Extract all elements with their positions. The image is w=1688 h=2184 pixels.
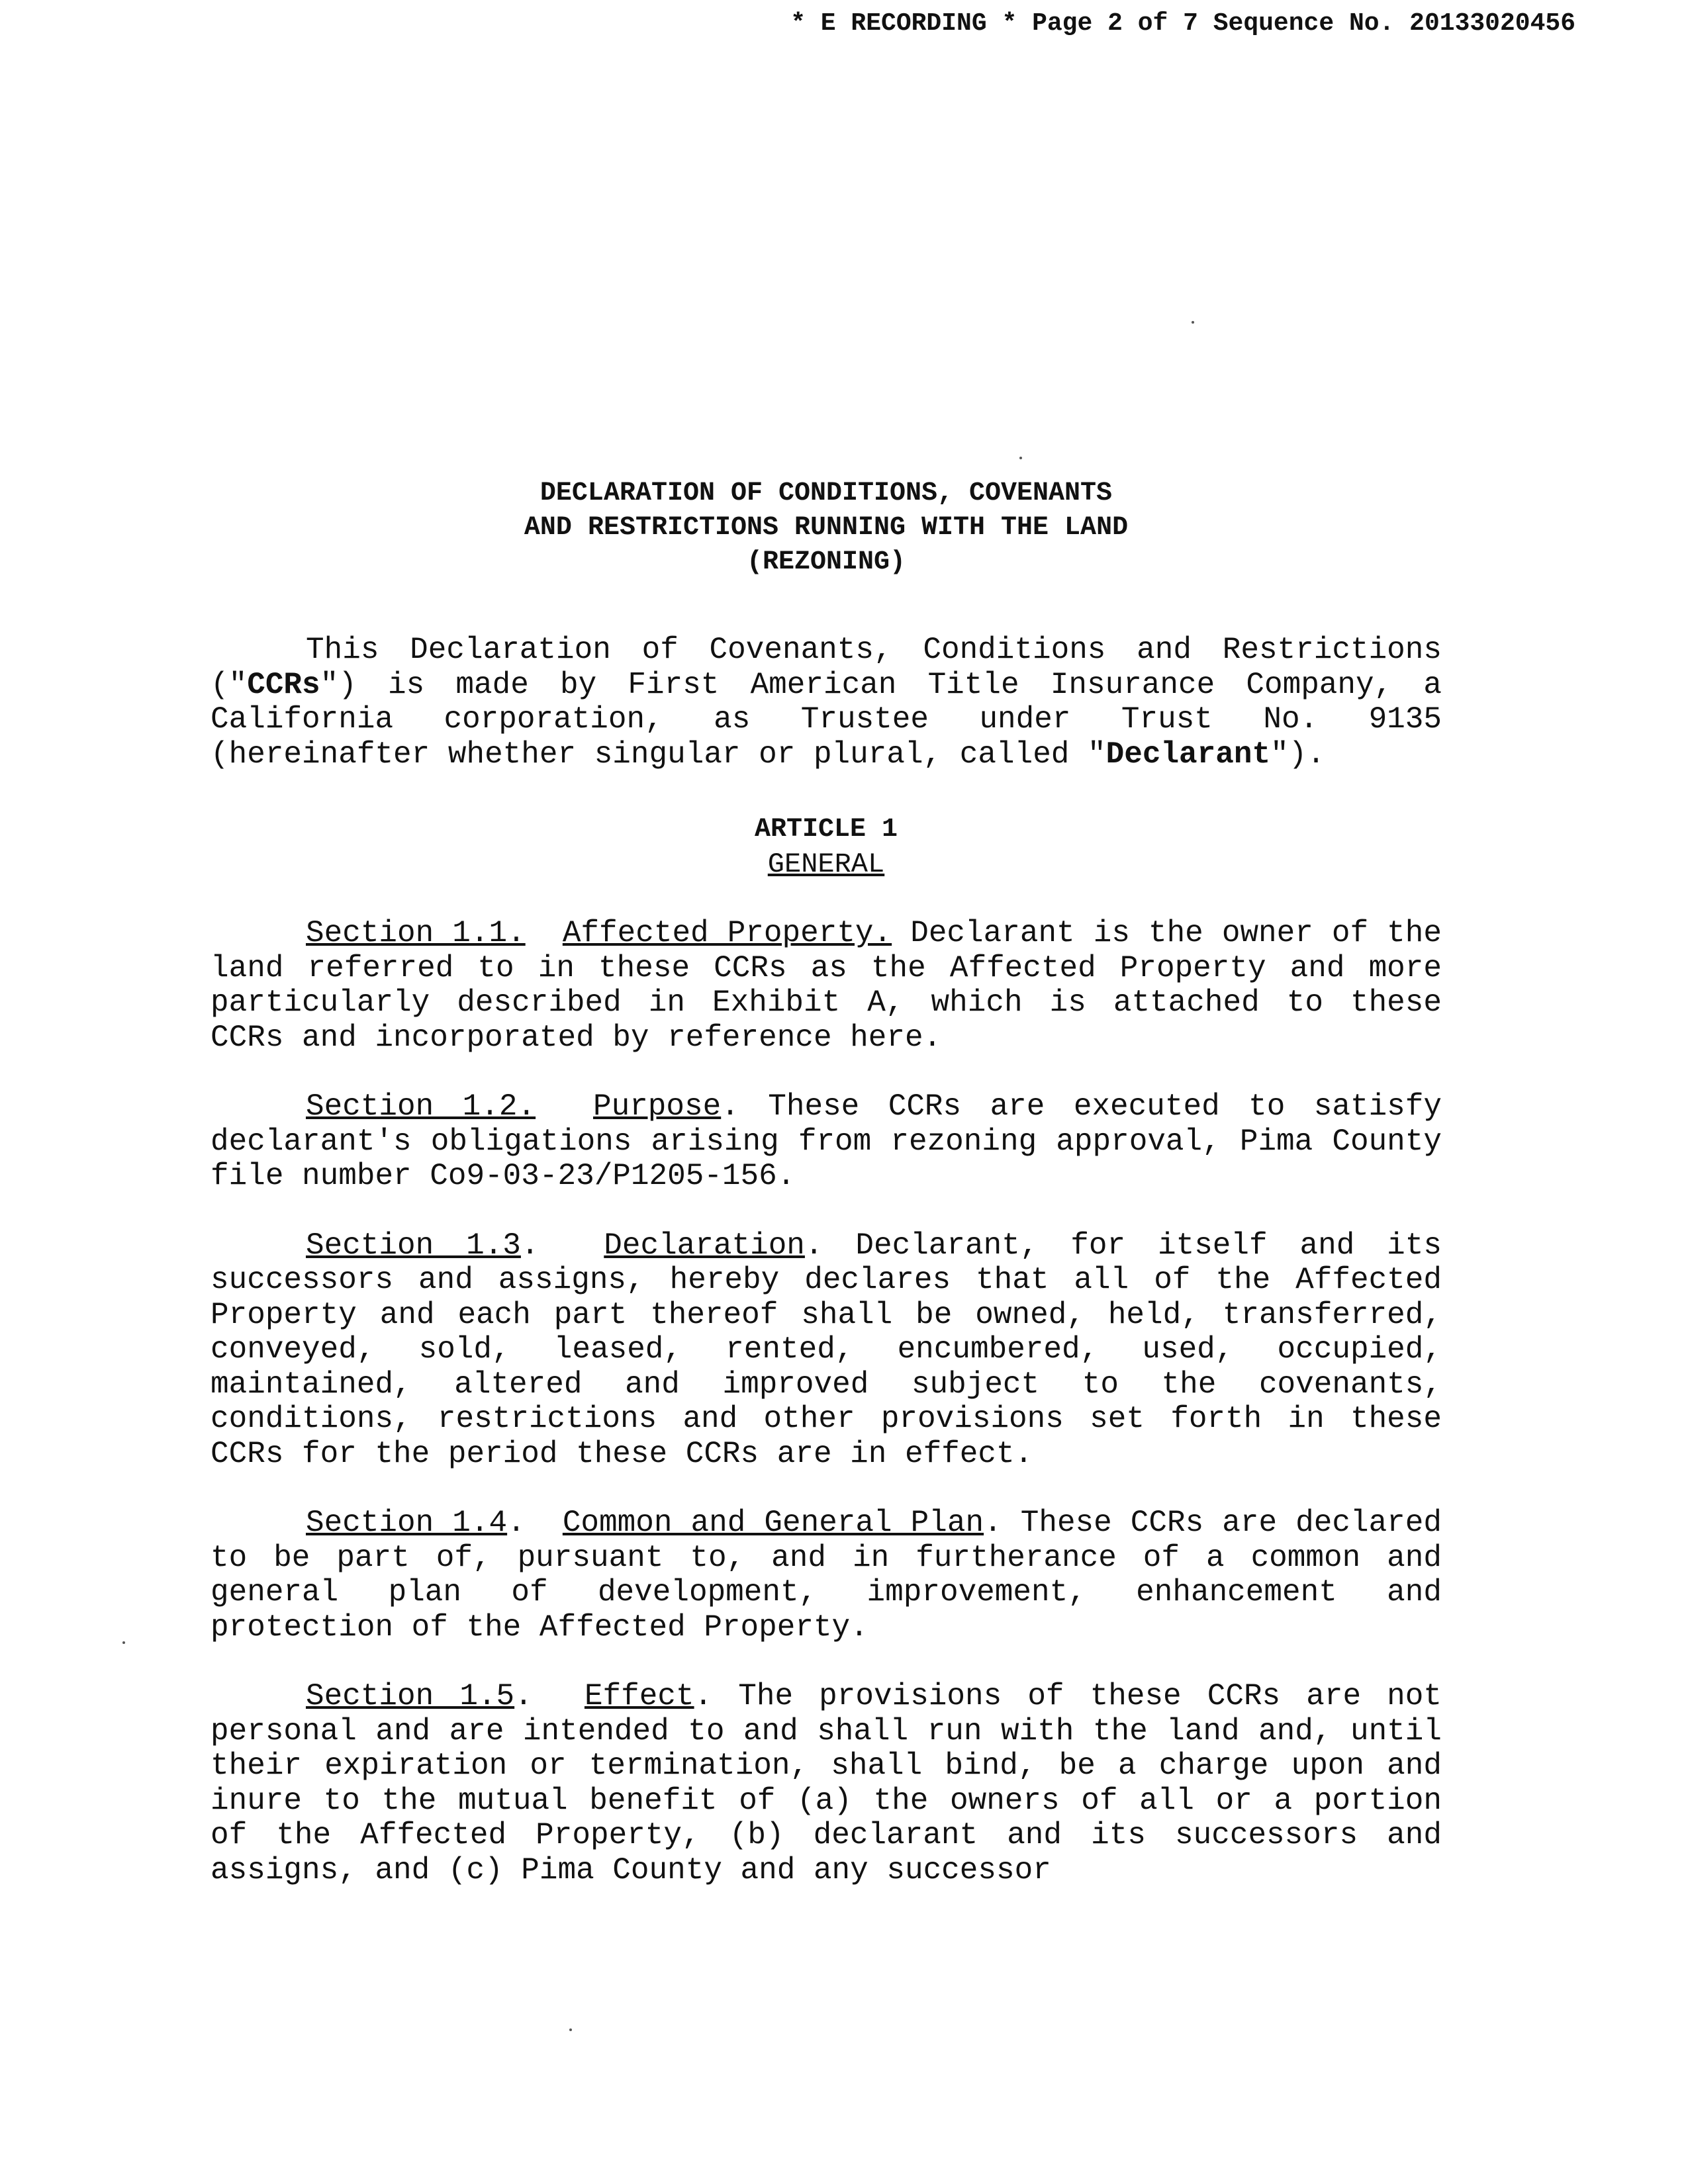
document-body	[211, 477, 1442, 1888]
section-1-5: Section 1.5. Effect. The provisions of these CCRs are not personal and are intended to and shall run with the land and, until their expiration or termination, shall bind, be a charge upon and inure to the mutual benefit of (a) the owners of all or a portion of the Affected Property, (b) declarant and its successors and assigns, and (c) Pima County and any successor	[211, 1679, 1442, 1888]
section-1-1	[211, 916, 1442, 1055]
article-number: ARTICLE 1	[754, 815, 898, 844]
section-text: . These CCRs are executed to satisfy declarant's obligations arising from rezoning approval, Pima County file number Co9-03-23/P1205-156.	[211, 1089, 1442, 1193]
section-label: Section 1.1.	[306, 916, 526, 950]
section-label: Section 1.4	[306, 1506, 508, 1540]
declarant-defined-term: Declarant	[1105, 737, 1271, 772]
title-line-1: DECLARATION OF CONDITIONS, COVENANTS	[539, 478, 1113, 508]
intro-text-3: ").	[1270, 737, 1325, 772]
intro-text-1: This Declaration of Covenants, Conditions and Restrictions ("	[211, 633, 1442, 702]
intro-paragraph	[211, 633, 1442, 772]
article-name: GENERAL	[767, 848, 885, 880]
section-heading: Common and General Plan	[562, 1506, 984, 1540]
scan-speck	[569, 2028, 572, 2031]
section-label: Section 1.5	[306, 1679, 515, 1713]
section-label: Section 1.3	[306, 1228, 521, 1263]
title-line-3: (REZONING)	[746, 547, 906, 577]
scan-speck	[1192, 321, 1194, 324]
title-line-2: AND RESTRICTIONS RUNNING WITH THE LAND	[524, 513, 1129, 543]
article-heading	[211, 813, 1442, 882]
ccrs-defined-term: CCRs	[247, 667, 320, 702]
section-text: . Declarant, for itself and its successors and assigns, hereby declares that all of the Affected Property and each part thereof shall be owned, held, transferred, conveyed, sold, leased, rented, encumbered, used, occupied, maintained, altered and improved subject to the covenants, conditions, restrictions and other provisions set forth in these CCRs for the period these CCRs are in effect.	[211, 1228, 1442, 1471]
scan-speck	[122, 1641, 125, 1644]
section-text: . The provisions of these CCRs are not personal and are intended to and shall run with the land and, until their expiration or termination, shall bind, be a charge upon and inure to the mutual benefit of (a) the owners of all or a portion of the Affected Property, (b) declarant and its successors and assigns, and (c) Pima County and any successor	[211, 1679, 1442, 1888]
section-heading: Purpose	[592, 1089, 722, 1124]
section-heading: Effect	[584, 1679, 694, 1713]
section-text: . These CCRs are declared to be part of, pursuant to, and in furtherance of a common and general plan of development, improvement, enhancement and protection of the Affected Property.	[211, 1506, 1442, 1645]
section-1-2	[211, 1089, 1442, 1194]
recording-header: * E RECORDING * Page 2 of 7 Sequence No. 20133020456	[790, 9, 1575, 38]
intro-text-2: ") is made by First American Title Insurance Company, a California corporation, as Trustee under Trust No. 9135 (hereinafter whether singular or plural, called "	[211, 667, 1442, 772]
section-label: Section 1.2.	[306, 1089, 536, 1124]
section-1-4: Section 1.4. Common and General Plan. These CCRs are declared to be part of, pursuant to, and in furtherance of a common and general plan of development, improvement, enhancement and protection of the Affected Property.	[211, 1506, 1442, 1645]
section-text: Declarant is the owner of the land referred to in these CCRs as the Affected Property and more particularly described in Exhibit A, which is attached to these CCRs and incorporated by reference here.	[211, 916, 1442, 1055]
document-title	[211, 477, 1442, 580]
scan-speck	[1019, 457, 1022, 459]
section-heading: Declaration	[604, 1228, 805, 1263]
section-heading: Affected Property.	[562, 916, 892, 950]
section-1-3: Section 1.3. Declaration. Declarant, for itself and its successors and assigns, hereby declares that all of the Affected Property and each part thereof shall be owned, held, transferred, conveyed, sold, leased, rented, encumbered, used, occupied, maintained, altered and improved subject to the covenants, conditions, restrictions and other provisions set forth in these CCRs for the period these CCRs are in effect.	[211, 1228, 1442, 1471]
